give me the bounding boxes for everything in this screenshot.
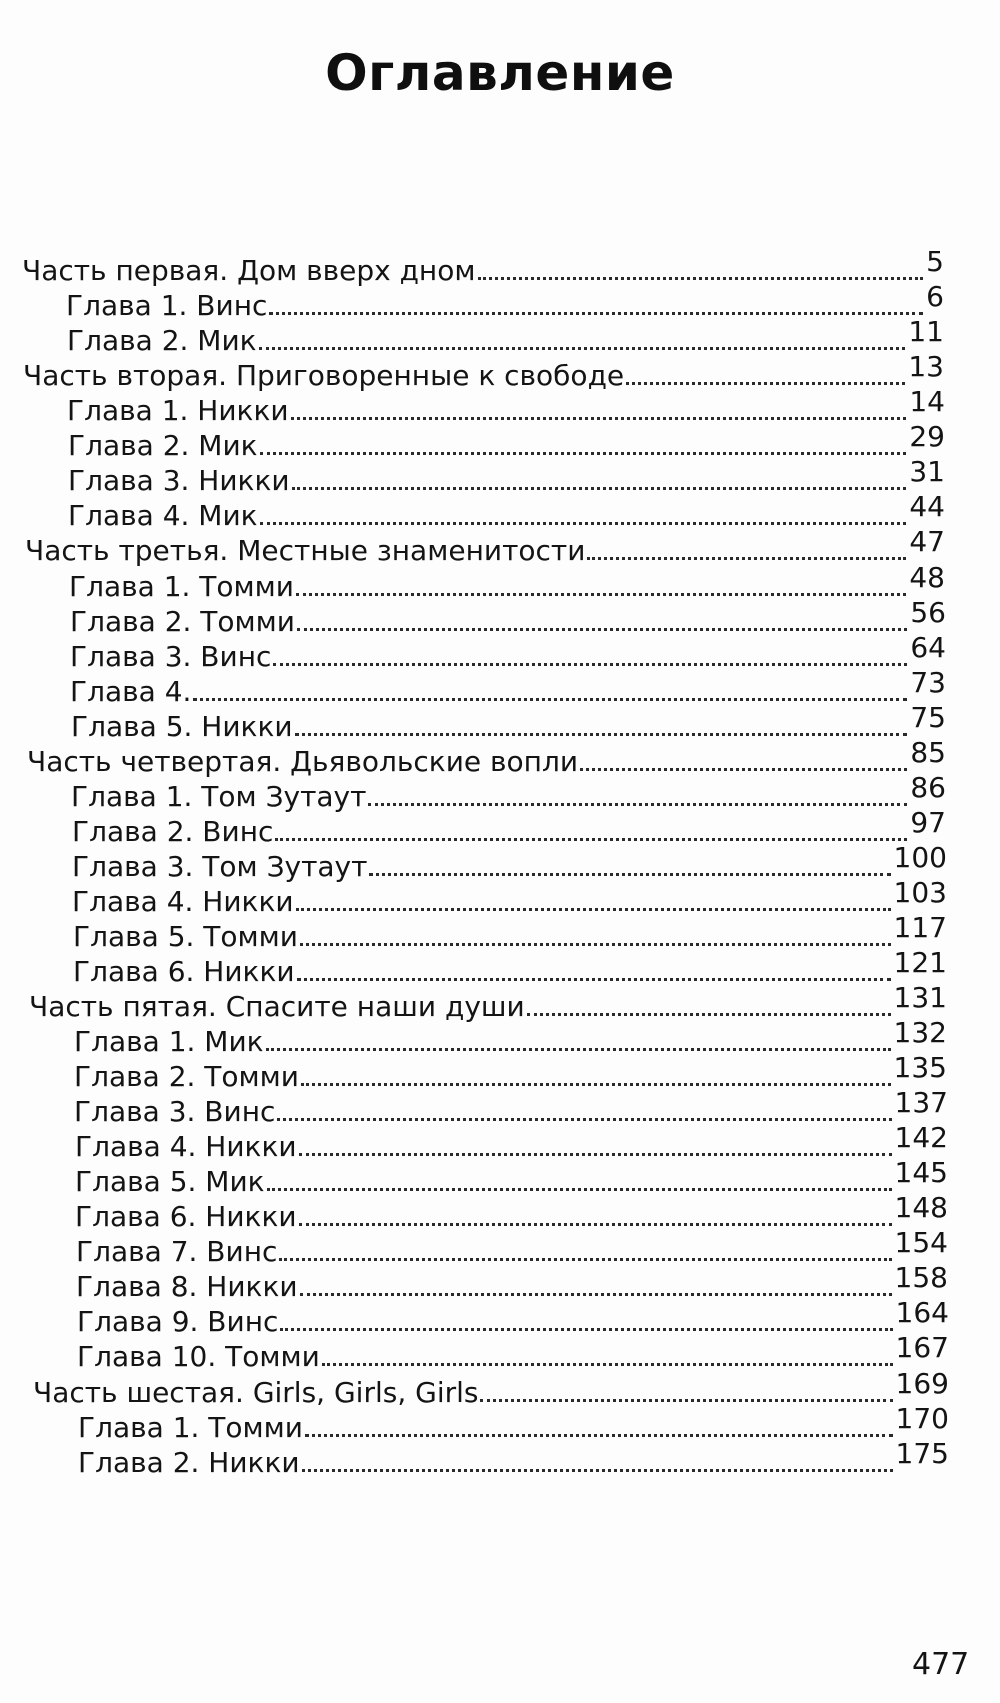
dot-leader: [275, 838, 907, 841]
toc-chapter-entry: [69, 561, 945, 606]
toc-entry-page: 85: [910, 736, 946, 769]
toc-entry-title: Глава 8. Никки: [76, 1270, 298, 1303]
toc-entry-title: Глава 4. Никки: [75, 1130, 297, 1163]
toc-entry-page: 117: [893, 911, 947, 944]
dot-leader: [295, 733, 908, 736]
toc-entry-title: Глава 1. Томми: [78, 1411, 303, 1444]
toc-entry-title: Глава 2. Винс: [72, 815, 274, 848]
toc-part-entry: [23, 350, 944, 395]
toc-entry-page: 170: [895, 1402, 949, 1435]
toc-entry-title: Глава 3. Никки: [68, 464, 290, 497]
toc-entry-page: 131: [893, 981, 947, 1014]
dot-leader: [280, 1328, 892, 1331]
dot-leader: [368, 803, 907, 806]
toc-entry-title: Глава 1. Том Зутаут: [71, 780, 367, 813]
toc-chapter-entry: [76, 1226, 948, 1271]
toc-entry-title: Глава 6. Никки: [75, 1200, 297, 1233]
toc-chapter-entry: [74, 1051, 947, 1096]
toc-entry-page: 103: [893, 876, 947, 909]
dot-leader: [260, 452, 907, 455]
toc-entry-title: Глава 5. Мик: [75, 1165, 265, 1198]
toc-entry-page: 145: [894, 1156, 948, 1189]
toc-entry-title: Глава 5. Никки: [71, 710, 293, 743]
toc-entry-page: 64: [910, 631, 946, 664]
toc-entry-page: 142: [894, 1121, 948, 1154]
toc-chapter-entry: [78, 1437, 949, 1482]
dot-leader: [480, 1399, 892, 1402]
dot-leader: [193, 698, 907, 701]
dot-leader: [369, 873, 890, 876]
toc-part-entry: [33, 1367, 949, 1412]
toc-entry-page: 169: [895, 1367, 949, 1400]
toc-entry-title: Часть первая. Дом вверх дном: [22, 254, 476, 287]
toc-entry-page: 132: [893, 1016, 947, 1049]
toc-entry-title: Глава 3. Винс: [74, 1095, 276, 1128]
dot-leader: [277, 1118, 891, 1121]
toc-chapter-entry: [72, 841, 947, 886]
toc-chapter-entry: [71, 771, 946, 816]
dot-leader: [267, 1188, 892, 1191]
toc-chapter-entry: [70, 596, 946, 641]
toc-entry-title: Глава 7. Винс: [76, 1235, 278, 1268]
toc-chapter-entry: [73, 946, 947, 991]
toc-entry-title: Глава 1. Никки: [67, 394, 289, 427]
toc-entry-title: Глава 3. Том Зутаут: [72, 850, 368, 883]
toc-chapter-entry: [74, 1016, 947, 1061]
toc-entry-page: 56: [910, 596, 946, 629]
toc-entry-page: 6: [926, 280, 944, 313]
toc-entry-page: 164: [895, 1296, 949, 1329]
page-number: 477: [912, 1647, 970, 1682]
toc-entry-page: 121: [893, 946, 947, 979]
toc-chapter-entry: [78, 1402, 949, 1447]
toc-entry-title: Глава 2. Томми: [74, 1060, 299, 1093]
dot-leader: [279, 1258, 891, 1261]
toc-chapter-entry: [70, 666, 946, 711]
toc-entry-title: Глава 3. Винс: [70, 640, 272, 673]
toc-entry-title: Часть третья. Местные знаменитости: [25, 534, 586, 567]
dot-leader: [297, 978, 891, 981]
toc-entry-page: 48: [909, 561, 945, 594]
dot-leader: [299, 1223, 892, 1226]
toc-entry-page: 167: [895, 1331, 949, 1364]
dot-leader: [527, 1013, 891, 1016]
toc-entry-page: 158: [894, 1261, 948, 1294]
toc-part-entry: [27, 736, 946, 781]
toc-chapter-entry: [74, 1086, 948, 1131]
dot-leader: [580, 768, 907, 771]
toc-entry-page: 5: [926, 245, 944, 278]
toc-chapter-entry: [68, 490, 945, 535]
toc-entry-title: Глава 9. Винс: [77, 1305, 279, 1338]
toc-entry-title: Глава 2. Томми: [70, 605, 295, 638]
dot-leader: [626, 382, 905, 385]
dot-leader: [297, 628, 907, 631]
toc-entry-page: 44: [909, 490, 945, 523]
toc-part-entry: [29, 981, 947, 1026]
dot-leader: [269, 312, 923, 315]
toc-chapter-entry: [68, 420, 945, 465]
toc-part-entry: [25, 525, 945, 570]
dot-leader: [291, 417, 907, 420]
toc-entry-page: 135: [893, 1051, 947, 1084]
toc-entry-page: 86: [910, 771, 946, 804]
dot-leader: [266, 1048, 891, 1051]
toc-entry-page: 11: [908, 315, 944, 348]
toc-chapter-entry: [76, 1261, 948, 1306]
dot-leader: [296, 593, 906, 596]
toc-entry-title: Глава 4. Никки: [72, 885, 294, 918]
toc-entry-title: Глава 10. Томми: [77, 1340, 320, 1373]
dot-leader: [273, 663, 907, 666]
toc-entry-page: 154: [894, 1226, 948, 1259]
toc-entry-title: Глава 5. Томми: [73, 920, 298, 953]
toc-entry-title: Глава 1. Томми: [69, 570, 294, 603]
toc-entry-page: 100: [893, 841, 947, 874]
toc-entry-title: Часть четвертая. Дьявольские вопли: [27, 745, 579, 778]
toc-entry-page: 73: [910, 666, 946, 699]
toc-chapter-entry: [77, 1331, 949, 1376]
toc-entry-title: Часть шестая. Girls, Girls, Girls: [33, 1376, 479, 1409]
toc-entry-title: Глава 4. Мик: [68, 499, 258, 532]
dot-leader: [260, 522, 907, 525]
toc-entry-title: Глава 6. Никки: [73, 955, 295, 988]
dot-leader: [296, 908, 891, 911]
toc-chapter-entry: [75, 1191, 948, 1236]
dot-leader: [301, 1083, 891, 1086]
toc-entry-page: 175: [895, 1437, 949, 1470]
toc-chapter-entry: [77, 1296, 949, 1341]
toc-entry-page: 47: [909, 525, 945, 558]
toc-entry-title: Глава 2. Мик: [67, 324, 257, 357]
dot-leader: [300, 943, 891, 946]
toc-entry-page: 97: [910, 806, 946, 839]
dot-leader: [478, 277, 924, 280]
toc-chapter-entry: [71, 701, 946, 746]
dot-leader: [259, 347, 906, 350]
toc-entry-page: 14: [909, 385, 945, 418]
dot-leader: [587, 557, 906, 560]
toc-entry-title: Глава 1. Мик: [74, 1025, 264, 1058]
toc-chapter-entry: [72, 806, 946, 851]
toc-chapter-entry: [75, 1156, 948, 1201]
page-title: Оглавление: [325, 44, 675, 102]
dot-leader: [300, 1293, 892, 1296]
toc-entry-title: Глава 1. Винс: [66, 289, 268, 322]
toc-entry-page: 13: [908, 350, 944, 383]
dot-leader: [322, 1363, 893, 1366]
dot-leader: [292, 487, 907, 490]
dot-leader: [299, 1153, 892, 1156]
toc-chapter-entry: [73, 911, 947, 956]
toc-part-entry: [22, 245, 944, 290]
toc-entry-page: 137: [894, 1086, 948, 1119]
toc-entry-page: 29: [909, 420, 945, 453]
dot-leader: [302, 1469, 893, 1472]
dot-leader: [305, 1434, 893, 1437]
toc-chapter-entry: [72, 876, 947, 921]
toc-chapter-entry: [67, 315, 944, 360]
toc-entry-title: Глава 4.: [70, 675, 192, 708]
toc-entry-title: Часть пятая. Спасите наши души: [29, 990, 525, 1023]
toc-entry-page: 75: [910, 701, 946, 734]
toc-chapter-entry: [68, 455, 945, 500]
toc-entry-title: Часть вторая. Приговоренные к свободе: [23, 359, 625, 392]
toc-chapter-entry: [67, 385, 945, 430]
toc-entry-title: Глава 2. Никки: [78, 1446, 300, 1479]
toc-chapter-entry: [70, 631, 946, 676]
toc-entry-page: 31: [909, 455, 945, 488]
toc-chapter-entry: [66, 280, 944, 325]
toc-entry-page: 148: [894, 1191, 948, 1224]
toc-chapter-entry: [75, 1121, 948, 1166]
toc-entry-title: Глава 2. Мик: [68, 429, 258, 462]
